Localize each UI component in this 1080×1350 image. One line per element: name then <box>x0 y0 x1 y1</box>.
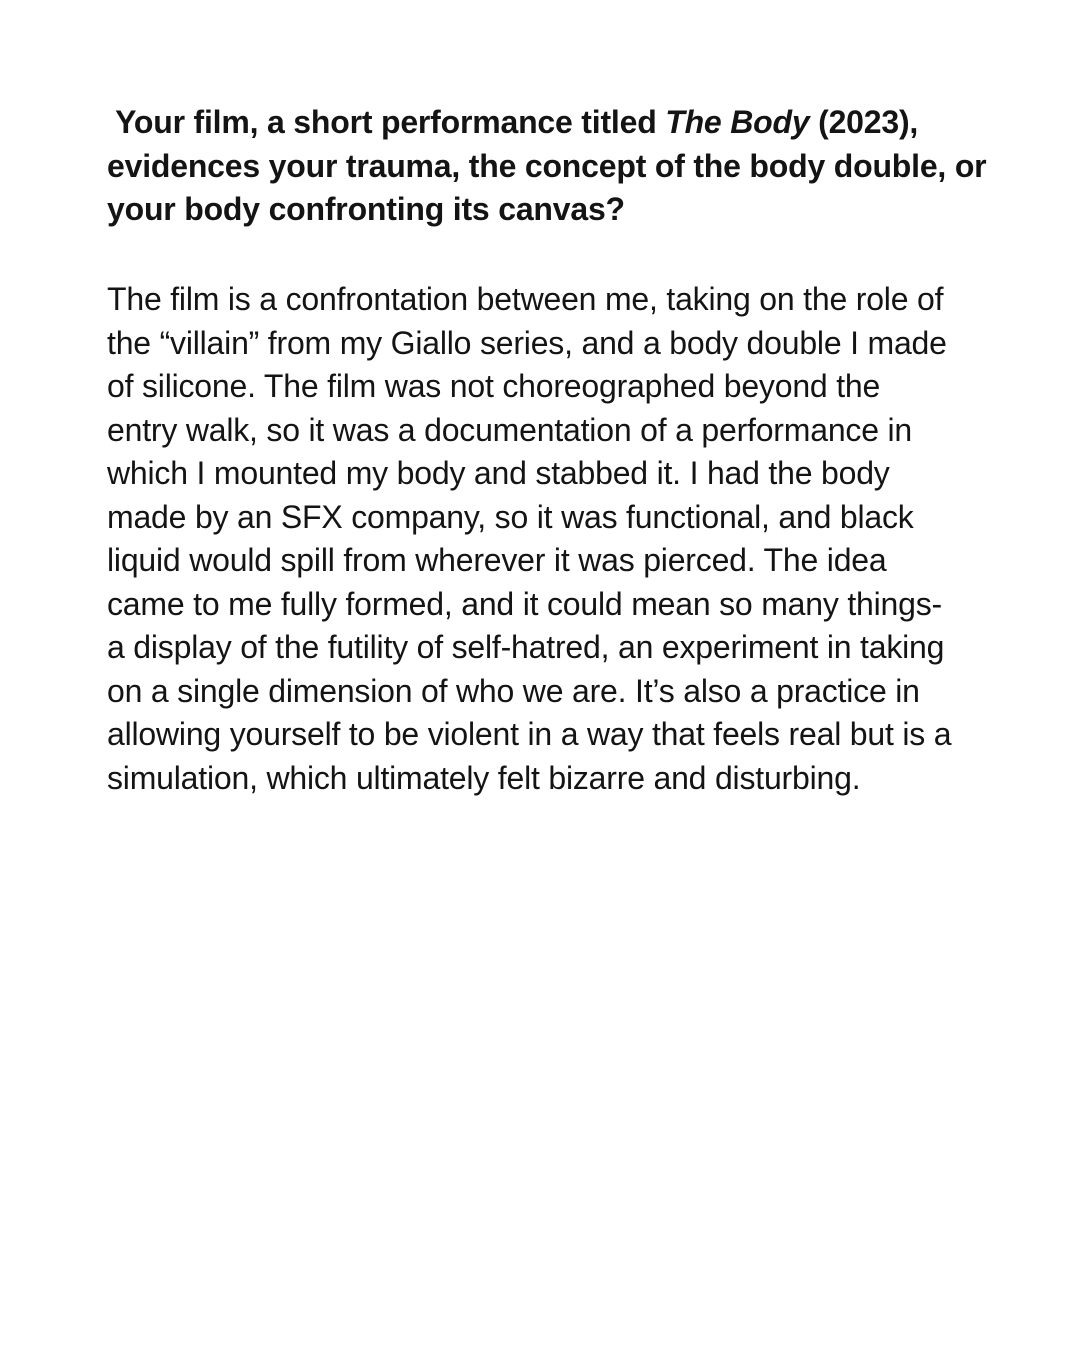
answer-line: allowing yourself to be violent in a way that feels real but is a <box>107 716 952 752</box>
question-text: evidences your trauma, the concept of the body double, or <box>107 147 987 184</box>
question-paragraph <box>107 101 986 232</box>
question-text: (2023), <box>809 104 919 140</box>
answer-line: of silicone. The film was not choreographed beyond the <box>107 368 881 404</box>
question-text: your body confronting its canvas? <box>107 191 625 227</box>
film-title-italic: The Body <box>665 104 810 140</box>
answer-line: made by an SFX company, so it was functional, and black <box>107 498 914 535</box>
answer-line: liquid would spill from wherever it was pierced. The idea <box>107 542 887 578</box>
answer-line: entry walk, so it was a documentation of a performance in <box>107 411 913 448</box>
answer-paragraph <box>107 278 951 800</box>
answer-line: came to me fully formed, and it could mean so many things- <box>107 585 943 622</box>
answer-line: the “villain” from my Giallo series, and a body double I made <box>107 324 947 361</box>
question-line <box>107 101 986 145</box>
question-line <box>107 188 986 232</box>
answer-line: The film is a confrontation between me, taking on the role of <box>107 281 944 317</box>
question-text: Your film, a short performance titled <box>107 104 666 140</box>
answer-line: a display of the futility of self-hatred, an experiment in taking <box>107 629 945 665</box>
answer-line: simulation, which ultimately felt bizarre and disturbing. <box>107 759 861 796</box>
question-line <box>107 145 986 189</box>
answer-line: which I mounted my body and stabbed it. I had the body <box>107 455 890 491</box>
answer-line: on a single dimension of who we are. It’s also a practice in <box>107 672 920 709</box>
